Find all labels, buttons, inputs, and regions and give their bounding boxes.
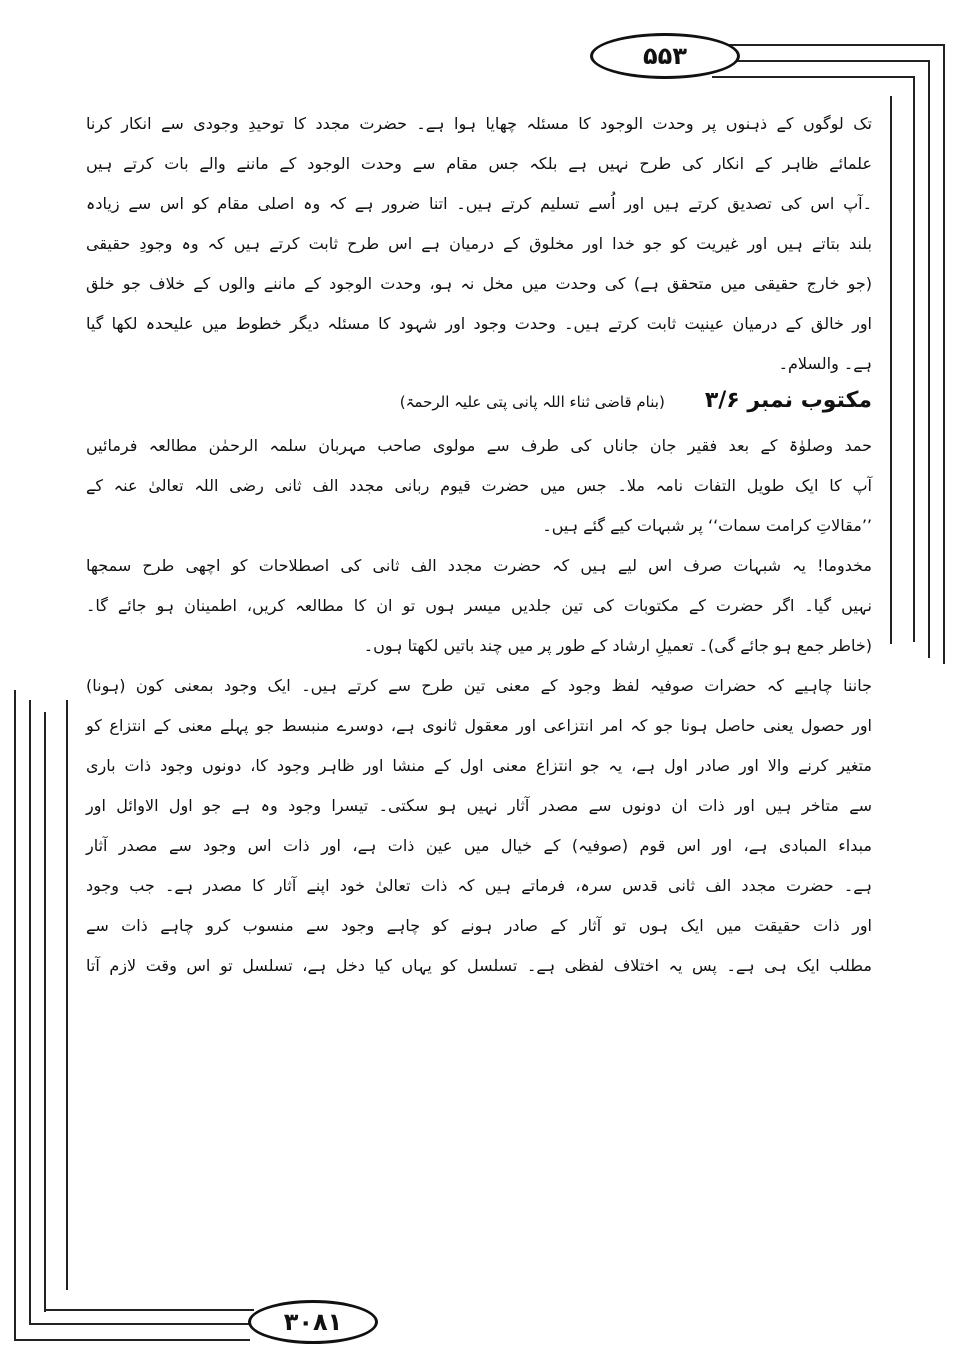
frame-line <box>890 96 892 644</box>
frame-line <box>712 76 914 78</box>
text-line: علمائے ظاہر کے انکار کی طرح نہیں ہے بلکہ جس مقام سے وحدت الوجود کے ماننے والے بات کرتے ہیں <box>86 154 873 173</box>
frame-line <box>943 44 945 664</box>
text-line: آپ کا ایک طویل التفات نامہ ملا۔ جس میں حضرت قیوم ربانی مجدد الف ثانی رضی اللہ تعالیٰ عنہ کے <box>86 476 872 495</box>
top-page-number: ۵۵۳ <box>590 33 740 79</box>
text-line: متغیر کرنے والا اور صادر اول ہے، یہ جو انتزاع معنی اول کے منشا اور ظاہر وجود کا، دونوں وجود ذات باری <box>86 756 872 775</box>
text-line: (خاطر جمع ہو جائے گی)۔ تعمیلِ ارشاد کے طور پر میں چند باتیں لکھتا ہوں۔ <box>363 636 872 655</box>
frame-line <box>44 1309 254 1311</box>
text-line: سے متاخر ہیں اور ذات ان دونوں سے مصدر آثار نہیں ہو سکتی۔ تیسرا وجود وہ ہے جو اول الاوائل اور <box>86 796 872 815</box>
frame-line <box>44 712 46 1312</box>
frame-line <box>29 1323 249 1325</box>
text-line: حمد وصلوٰۃ کے بعد فقیر جان جاناں کی طرف سے مولوی صاحب مہربان سلمہ الرحمٰن مطالعہ فرمائیں <box>86 436 872 455</box>
frame-line <box>29 700 31 1324</box>
frame-line <box>718 60 930 62</box>
text-line: بلند بتاتے ہیں اور غیریت کو جو خدا اور مخلوق کے درمیان ہے اس طرح ثابت کرتے ہیں کہ وہ وجودِ حقیقی <box>86 234 872 253</box>
frame-line <box>66 700 68 1290</box>
text-line: تک لوگوں کے ذہنوں پر وحدت الوجود کا مسئلہ چھایا ہوا ہے۔ حضرت مجدد کا توحیدِ وجودی سے انکار کرنا <box>86 114 872 133</box>
text-line: مطلب ایک ہی ہے۔ پس یہ اختلاف لفظی ہے۔ تسلسل کو یہاں کیا دخل ہے، تسلسل تو اس وقت لازم آتا <box>86 956 872 975</box>
frame-line <box>928 60 930 658</box>
text-line: نہیں گیا۔ اگر حضرت کے مکتوبات کی تین جلدیں میسر ہوں تو ان کا مطالعہ کریں، اطمینان ہو جائے گا۔ <box>86 596 872 615</box>
frame-line <box>715 44 945 46</box>
letter-heading: مکتوب نمبر ۳/۶ <box>704 388 872 413</box>
text-line: اور حصول یعنی حاصل ہونا جو کہ امر انتزاعی اور معقول ثانوی ہے، دوسرے منبسط جو پہلے معنی کے انتزاع کو <box>86 716 872 735</box>
text-line: ہے۔ والسلام۔ <box>778 354 872 373</box>
text-line: ۔آپ اس کی تصدیق کرتے ہیں اور اُسے تسلیم کرتے ہیں۔ اتنا ضرور ہے کہ وہ اصلی مقام کو اس سے زیادہ <box>86 194 872 213</box>
frame-line <box>14 690 16 1340</box>
text-line: ’’مقالاتِ کرامت سمات‘‘ پر شبہات کیے گئے ہیں۔ <box>542 516 872 535</box>
bottom-page-number: ۳۰۸۱ <box>248 1300 378 1344</box>
text-line: اور ذات حقیقت میں ایک ہوں تو آثار کے صادر ہونے کو چاہے وجود سے منسوب کرو چاہے ذات سے <box>86 916 872 935</box>
text-line: (جو خارج حقیقی میں متحقق ہے) کی وحدت میں مخل نہ ہو، وحدت الوجود کے ماننے والوں کے خلاف جو خلق <box>86 274 872 293</box>
letter-addressee: (بنام قاضی ثناء اللہ پانی پتی علیہ الرحمۃ) <box>399 393 665 411</box>
frame-line <box>14 1339 250 1341</box>
text-line: مخدوما! یہ شبہات صرف اس لیے ہیں کہ حضرت مجدد الف ثانی کی اصطلاحات کو اچھی طرح سمجھا <box>86 556 872 575</box>
body-text <box>86 112 872 994</box>
text-line: جاننا چاہیے کہ حضرات صوفیہ لفظ وجود کے معنی تین طرح سے کرتے ہیں۔ ایک وجود بمعنی کون (ہونا) <box>86 676 872 695</box>
text-line: مبداء المبادی ہے، اور اس قوم (صوفیہ) کے خیال میں عین ذات ہے، اور ذات اس وجود سے مصدر آثار <box>86 836 872 855</box>
text-line: اور خالق کے درمیان عینیت ثابت کرتے ہیں۔ وحدت وجود اور شہود کا مسئلہ دیگر خطوط میں علیحدہ لکھا گیا <box>86 314 872 333</box>
frame-line <box>913 76 915 642</box>
text-line: ہے۔ حضرت مجدد الف ثانی قدس سرہ، فرماتے ہیں کہ ذات تعالیٰ خود اپنے آثار کا مصدر ہے۔ جب وجود <box>86 876 872 895</box>
letter-heading-row <box>86 386 872 416</box>
